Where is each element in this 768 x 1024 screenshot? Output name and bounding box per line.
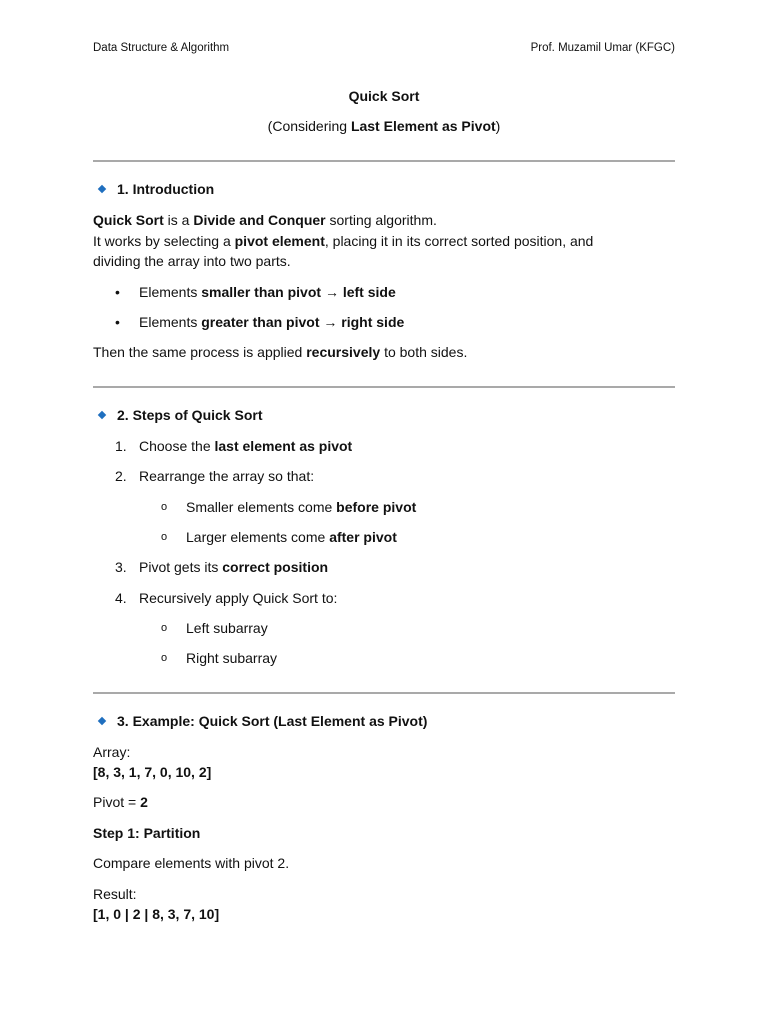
section-divider [93, 160, 675, 162]
result-array: [1, 0 | 2 | 8, 3, 7, 10] [93, 906, 220, 922]
bullet-icon: • [115, 314, 120, 330]
circle-bullet-icon: o [161, 652, 168, 664]
array-label: Array: [93, 744, 131, 760]
bullet-icon: • [115, 284, 120, 300]
document-page: Data Structure & Algorithm Prof. Muzamil Umar (KFGC) Quick Sort (Considering Last Element as Pivot) 1. Introduction Quick Sort is a Divide and Conquer sorting algorithm. It works by selecting a pivot element, placing it in its correct sorted position, and dividing the array into two parts. • Elements smaller than pivot → left side • Elements greater than pivot → right side Then the same process is applied recursively to both sides. 2. Steps of Quick Sort 1. Choose the last element as pivot 2. Rearrange the array so that: o Smaller elements come before pivot o Larger elements come after pivot 3. Pivot gets its correct position 4. Recursively apply Quick Sort to: o Left subarray o Right subarray 3. Example: Quick Sort (Last Element as Pivot) Array: [8, 3, 1, 7, 0, 10, 2] Pivot = 2 Step 1: Partition Compare elements with pivot 2. Result: [1, 0 | 2 | 8, 3, 7, 10] [93, 42, 675, 922]
intro-paragraph-line-1: Quick Sort is a Divide and Conquer sorting algorithm. [93, 212, 437, 228]
section-divider [93, 692, 675, 694]
result-label: Result: [93, 886, 137, 902]
diamond-bullet-icon [98, 717, 106, 725]
document-subtitle: (Considering Last Element as Pivot) [267, 118, 501, 134]
pivot-line: Pivot = 2 [93, 794, 148, 810]
document-title: Quick Sort [348, 88, 420, 104]
circle-bullet-icon: o [161, 531, 168, 543]
section-heading-introduction: 1. Introduction [93, 179, 214, 199]
intro-paragraph-line-3: dividing the array into two parts. [93, 253, 291, 269]
compare-text: Compare elements with pivot 2. [93, 855, 290, 871]
diamond-bullet-icon [98, 411, 106, 419]
header-course: Data Structure & Algorithm [93, 42, 230, 54]
diamond-bullet-icon [98, 185, 106, 193]
circle-bullet-icon: o [161, 501, 168, 513]
section-heading-example: 3. Example: Quick Sort (Last Element as Pivot) [93, 711, 427, 731]
intro-paragraph-line-2: It works by selecting a pivot element, placing it in its correct sorted position, and [93, 233, 594, 249]
intro-conclusion: Then the same process is applied recursively to both sides. [93, 344, 468, 360]
section-heading-steps: 2. Steps of Quick Sort [93, 405, 262, 425]
step-partition-heading: Step 1: Partition [93, 825, 201, 841]
section-divider [93, 386, 675, 388]
input-array: [8, 3, 1, 7, 0, 10, 2] [93, 764, 212, 780]
header-author: Prof. Muzamil Umar (KFGC) [530, 42, 675, 54]
circle-bullet-icon: o [161, 622, 168, 634]
